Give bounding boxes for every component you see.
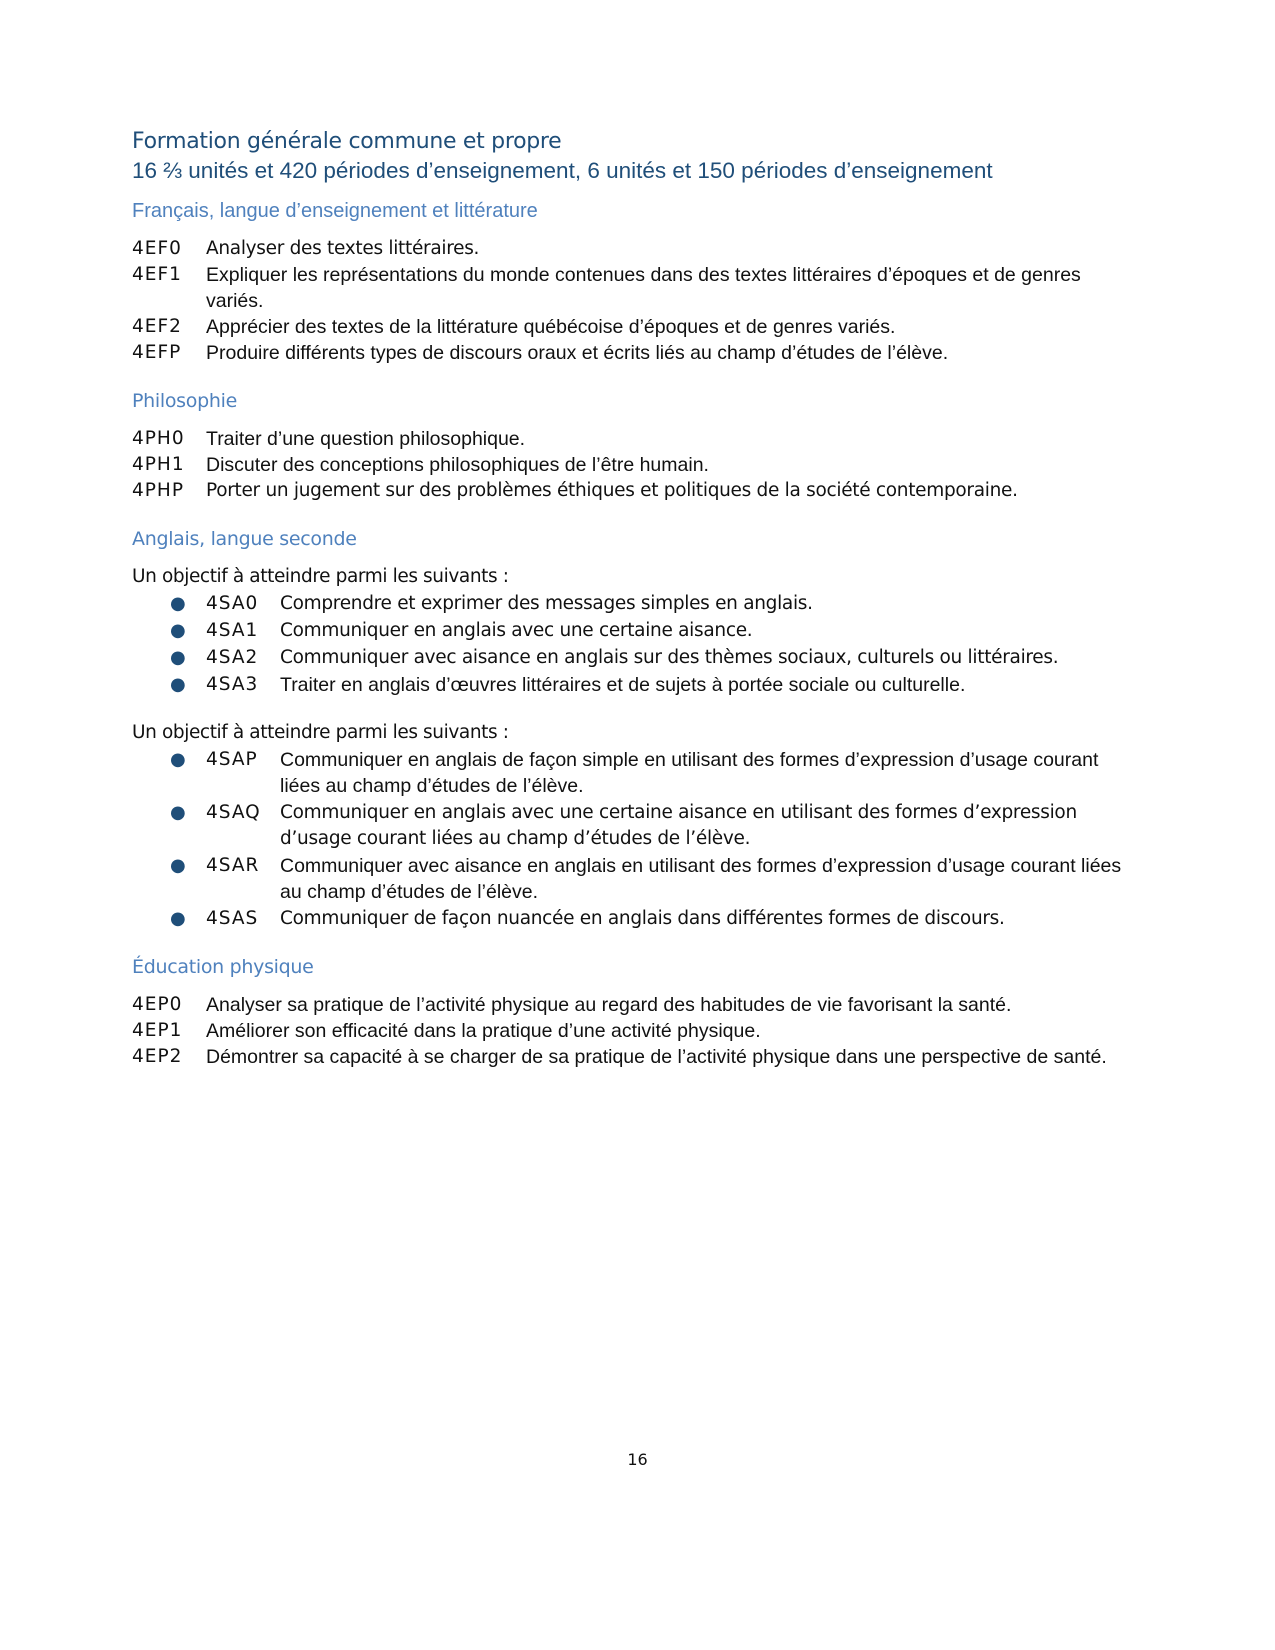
list-item <box>132 262 1142 314</box>
item-code: 4EP0 <box>132 994 183 1015</box>
item-text: Expliquer les représentations du monde contenues dans des textes littéraires d’époques et de genres variés. <box>206 264 1081 312</box>
list-item <box>132 906 1142 932</box>
section-heading: Philosophie <box>132 390 237 412</box>
item-text: Produire différents types de discours oraux et écrits liés au champ d’études de l’élève. <box>206 342 949 364</box>
item-text: Communiquer avec aisance en anglais en utilisant des formes d’expression d’usage courant liées au champ d’études de l’élève. <box>280 855 1122 903</box>
item-text: Communiquer en anglais de façon simple en utilisant des formes d’expression d’usage courant liées au champ d’études de l’élève. <box>280 749 1099 797</box>
group-intro: Un objectif à atteindre parmi les suivants : <box>132 566 509 587</box>
list-item <box>132 747 1142 799</box>
section-heading: Français, langue d’enseignement et littérature <box>132 200 538 222</box>
item-text: Communiquer en anglais avec une certaine aisance. <box>280 620 753 641</box>
item-code: 4PHP <box>132 480 184 501</box>
section-heading: Anglais, langue seconde <box>132 528 357 550</box>
item-code: 4EF2 <box>132 316 182 337</box>
list-item <box>132 452 1142 478</box>
list-item <box>132 314 1142 340</box>
page-subtitle: 16 ⅔ unités et 420 périodes d’enseignement, 6 unités et 150 périodes d’enseignement <box>132 158 993 183</box>
item-code: 4EP2 <box>132 1046 183 1067</box>
page-number: 16 <box>627 1450 648 1469</box>
item-code: 4SAR <box>206 855 260 876</box>
list-item <box>132 618 1142 644</box>
group-intro: Un objectif à atteindre parmi les suivants : <box>132 722 509 743</box>
section-education-physique <box>132 954 1142 1070</box>
item-code: 4SA1 <box>206 620 259 641</box>
item-code: 4PH1 <box>132 454 185 475</box>
item-code: 4SAS <box>206 908 259 929</box>
item-text: Traiter d’une question philosophique. <box>206 428 526 450</box>
bullet-icon: ● <box>170 593 186 614</box>
item-code: 4EF0 <box>132 238 182 259</box>
item-text: Démontrer sa capacité à se charger de sa pratique de l’activité physique dans une perspective de santé. <box>206 1046 1107 1068</box>
item-text: Apprécier des textes de la littérature québécoise d’époques et de genres variés. <box>206 316 896 338</box>
list-item <box>132 853 1142 905</box>
list-item <box>132 591 1142 617</box>
item-code: 4EFP <box>132 342 182 363</box>
section-francais <box>132 198 1142 366</box>
bullet-icon: ● <box>170 802 186 823</box>
item-text: Améliorer son efficacité dans la pratique d’une activité physique. <box>206 1020 761 1042</box>
item-text: Analyser des textes littéraires. <box>206 238 480 259</box>
list-item <box>132 992 1142 1018</box>
list-item <box>132 800 1142 852</box>
item-code: 4EF1 <box>132 264 182 285</box>
item-code: 4PH0 <box>132 428 185 449</box>
page-title: Formation générale commune et propre <box>132 129 562 154</box>
list-item <box>132 1044 1142 1070</box>
list-item <box>132 672 1142 698</box>
list-item <box>132 236 1142 262</box>
list-item <box>132 645 1142 671</box>
list-item <box>132 426 1142 452</box>
item-text: Comprendre et exprimer des messages simples en anglais. <box>280 593 813 614</box>
page-content <box>132 128 1142 1092</box>
item-text: Communiquer avec aisance en anglais sur des thèmes sociaux, culturels ou littéraires. <box>280 647 1059 668</box>
item-text: Porter un jugement sur des problèmes éthiques et politiques de la société contemporaine. <box>206 480 1018 501</box>
bullet-icon: ● <box>170 620 186 641</box>
bullet-icon: ● <box>170 647 186 668</box>
item-text: Communiquer en anglais avec une certaine aisance en utilisant des formes d’expression d’usage courant liées au champ d’études de l’élève. <box>280 802 1077 849</box>
bullet-icon: ● <box>170 908 186 929</box>
item-text: Analyser sa pratique de l’activité physique au regard des habitudes de vie favorisant la santé. <box>206 994 1012 1016</box>
section-philosophie <box>132 388 1142 504</box>
item-code: 4SA0 <box>206 593 259 614</box>
list-item <box>132 1018 1142 1044</box>
bullet-icon: ● <box>170 749 186 770</box>
item-code: 4EP1 <box>132 1020 183 1041</box>
item-code: 4SAP <box>206 749 258 770</box>
bullet-icon: ● <box>170 855 186 876</box>
bullet-icon: ● <box>170 674 186 695</box>
list-item <box>132 478 1142 504</box>
section-anglais <box>132 526 1142 932</box>
item-text: Communiquer de façon nuancée en anglais dans différentes formes de discours. <box>280 908 1005 929</box>
section-heading: Éducation physique <box>132 956 314 978</box>
item-text: Discuter des conceptions philosophiques de l’être humain. <box>206 454 709 476</box>
item-code: 4SAQ <box>206 802 261 823</box>
item-text: Traiter en anglais d’œuvres littéraires et de sujets à portée sociale ou culturelle. <box>280 674 966 696</box>
list-item <box>132 340 1142 366</box>
item-code: 4SA2 <box>206 647 259 668</box>
item-code: 4SA3 <box>206 674 259 695</box>
